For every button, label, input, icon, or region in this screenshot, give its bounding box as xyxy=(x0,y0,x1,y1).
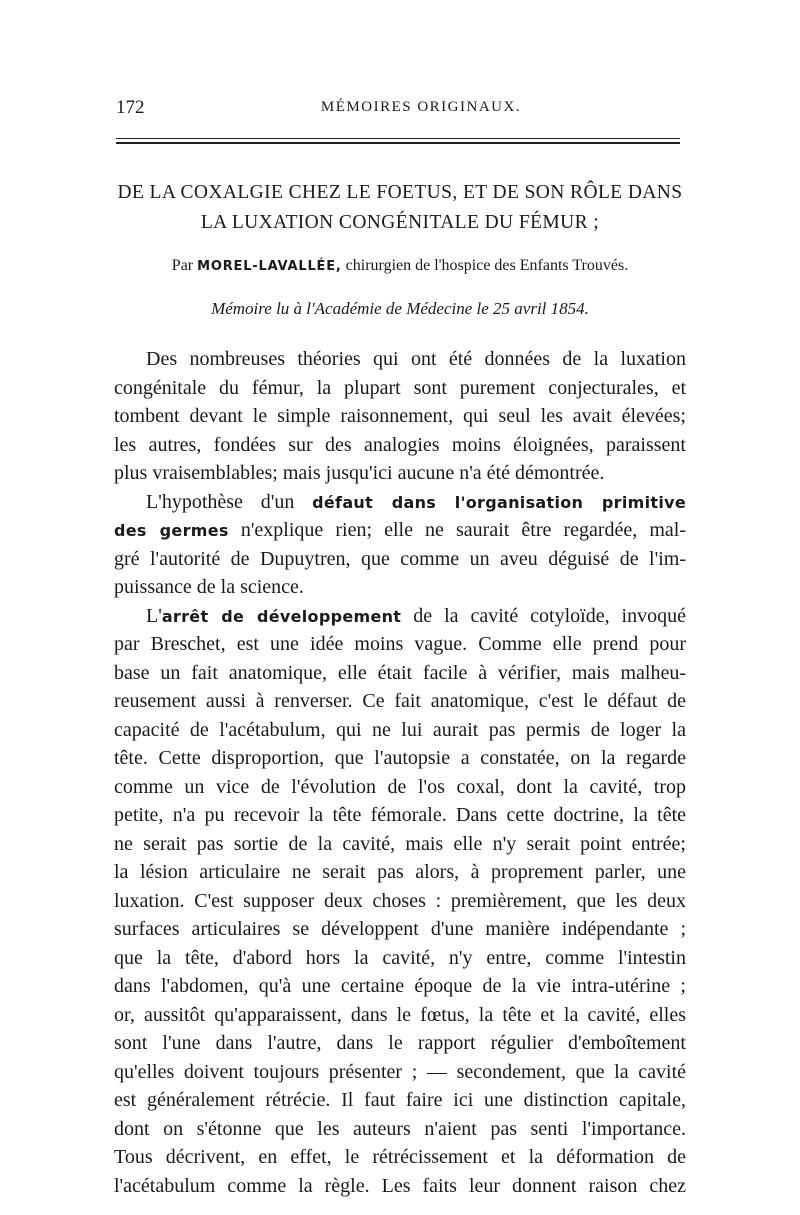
text-line: surfaces articulaires se développent d'une manière indépendante ; xyxy=(114,918,686,940)
text-line: luxation. C'est supposer deux choses : premièrement, que les deux xyxy=(114,889,686,912)
running-head xyxy=(116,97,686,123)
text-line: tête. Cette disproportion, que l'autopsie a constatée, on la regarde xyxy=(114,747,686,769)
header-rule-thin xyxy=(116,138,680,139)
author-name: MOREL-LAVALLÉE, xyxy=(197,259,342,274)
article-title xyxy=(105,178,695,238)
body-text xyxy=(114,345,686,1200)
article-title-line: LA LUXATION CONGÉNITALE DU FÉMUR ; xyxy=(200,212,600,233)
text-line: la lésion articulaire ne serait pas alors, à proprement parler, une xyxy=(114,861,686,883)
article-title-line: DE LA COXALGIE CHEZ LE FOETUS, ET DE SON RÔLE DANS xyxy=(117,182,683,203)
text-line xyxy=(114,488,686,517)
text-line: qu'elles doivent toujours présenter ; — secondement, que la cavité xyxy=(114,1060,686,1083)
emphasis-text: des germes xyxy=(114,521,229,540)
text-line: puissance de la science. xyxy=(114,576,304,598)
text-line: ne serait pas sortie de la cavité, mais elle n'y serait point entrée; xyxy=(114,832,686,855)
text-line: les autres, fondées sur des analogies moins éloignées, paraissent xyxy=(114,433,686,456)
text-line: comme un vice de l'évolution de l'os coxal, dont la cavité, trop xyxy=(114,775,686,798)
byline-prefix: Par xyxy=(171,257,194,274)
text-line: reusement aussi à renverser. Ce fait anatomique, c'est le défaut de xyxy=(114,690,686,712)
text-line: petite, n'a pu recevoir la tête fémorale. Dans cette doctrine, la tête xyxy=(114,804,686,826)
text-line xyxy=(114,602,686,631)
text-line: plus vraisemblables; mais jusqu'ici aucune n'a été démontrée. xyxy=(114,462,605,484)
header-rule-thick xyxy=(116,142,680,144)
byline xyxy=(110,257,690,275)
text-line: dont on s'étonne que les auteurs n'aient pas senti l'importance. xyxy=(114,1117,686,1140)
text-line: congénitale du fémur, la plupart sont purement conjecturales, et xyxy=(114,376,686,399)
text-line xyxy=(114,516,686,545)
text-line: capacité de l'acétabulum, qui ne lui aurait pas permis de loger la xyxy=(114,718,686,741)
memoire-note xyxy=(110,299,690,319)
text-line: Des nombreuses théories qui ont été données de la luxation xyxy=(146,348,686,370)
running-title: MÉMOIRES ORIGINAUX. xyxy=(320,99,522,115)
text-run: L'hypothèse d'un xyxy=(146,490,295,513)
emphasis-text: défaut dans l'organisation primitive xyxy=(312,492,686,512)
text-line: sont l'une dans l'autre, dans le rapport régulier d'emboîtement xyxy=(114,1032,686,1054)
text-line: est généralement rétrécie. Il faut faire ici une distinction capitale, xyxy=(114,1089,686,1111)
text-line: tombent devant le simple raisonnement, qui seul les avait élevées; xyxy=(114,405,686,427)
text-line: l'acétabulum comme la règle. Les faits leur donnent raison chez xyxy=(114,1174,686,1197)
text-line: dans l'abdomen, qu'à une certaine époque de la vie intra-utérine ; xyxy=(114,975,686,997)
text-run: n'explique rien; elle ne saurait être regardée, mal- xyxy=(240,519,687,541)
text-line: gré l'autorité de Dupuytren, que comme un aveu déguisé de l'im- xyxy=(114,547,686,570)
text-line: que la tête, d'abord hors la cavité, n'y entre, comme l'intestin xyxy=(114,946,686,969)
emphasis-text: arrêt de développement xyxy=(161,606,402,626)
text-line: base un fait anatomique, elle était facile à vérifier, mais malheu- xyxy=(114,661,686,684)
text-run: L' xyxy=(146,604,162,627)
text-line: par Breschet, est une idée moins vague. Comme elle prend pour xyxy=(114,633,686,655)
text-line: or, aussitôt qu'apparaissent, dans le fœtus, la tête et la cavité, elles xyxy=(114,1003,686,1026)
memoire-note-text: Mémoire lu à l'Académie de Médecine le 25 avril 1854. xyxy=(211,299,589,318)
text-run: de la cavité cotyloïde, invoqué xyxy=(413,604,686,627)
author-affiliation: chirurgien de l'hospice des Enfants Trouvés. xyxy=(345,257,629,274)
text-line: Tous décrivent, en effet, le rétrécissement et la déformation de xyxy=(114,1146,686,1168)
page-number: 172 xyxy=(116,97,145,118)
